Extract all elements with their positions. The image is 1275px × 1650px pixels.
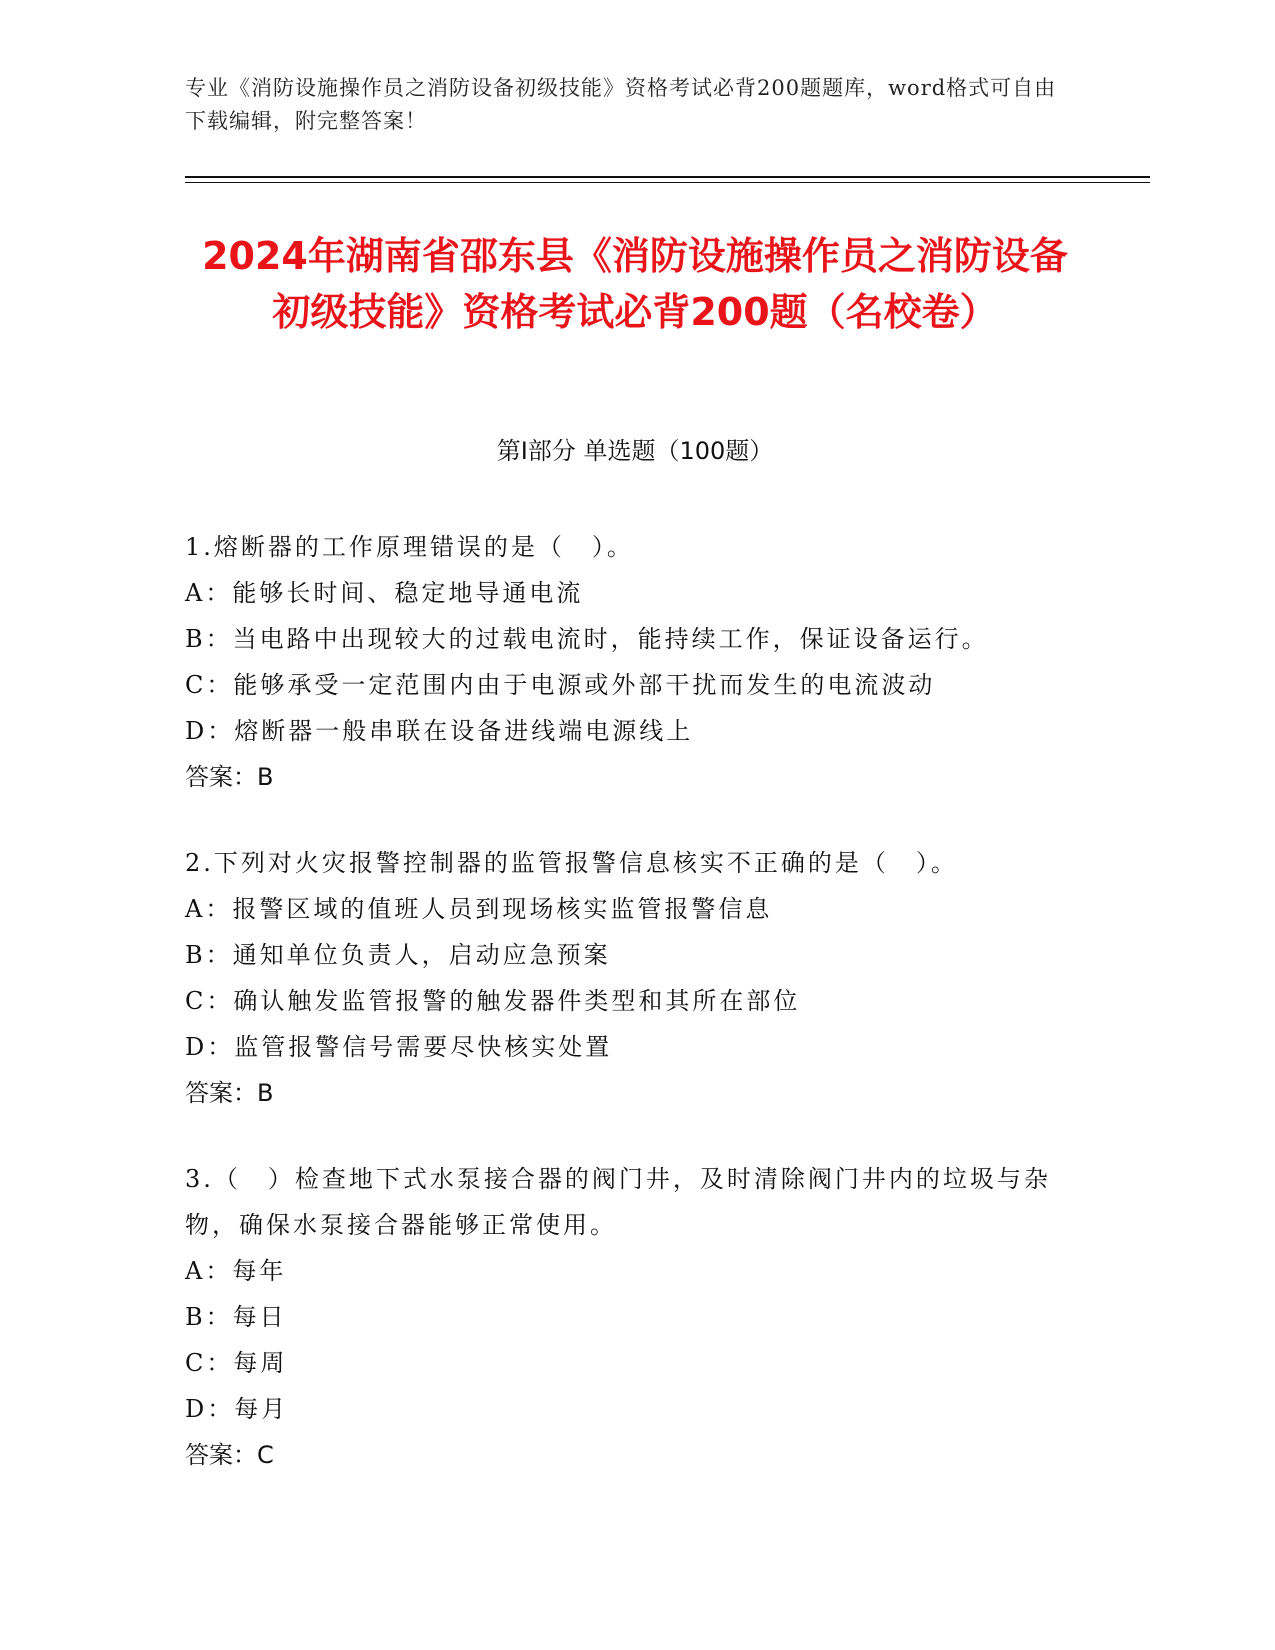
question-stem: 1.熔断器的工作原理错误的是（ ）。	[185, 533, 634, 561]
header-rule-thick	[185, 176, 1150, 178]
header-note: 专业《消防设施操作员之消防设备初级技能》资格考试必背200题题库，word格式可自由下载编辑，附完整答案！	[185, 76, 1057, 133]
option-a: A：每年	[185, 1257, 287, 1285]
header-rule-thin	[185, 182, 1150, 183]
question-stem: 3.（ ）检查地下式水泵接合器的阀门井，及时清除阀门井内的垃圾与杂物，确保水泵接合器能够正常使用。	[185, 1165, 1051, 1239]
option-a: A：能够长时间、稳定地导通电流	[185, 579, 584, 607]
question-1	[185, 524, 1085, 800]
option-b: B：通知单位负责人，启动应急预案	[185, 941, 611, 969]
question-stem: 2.下列对火灾报警控制器的监管报警信息核实不正确的是（ ）。	[185, 849, 958, 877]
section-heading: 第I部分 单选题（100题）	[496, 437, 774, 465]
answer: 答案：B	[185, 763, 274, 791]
document-title: 2024年湖南省邵东县《消防设施操作员之消防设备初级技能》资格考试必背200题（名校卷）	[202, 234, 1068, 334]
option-a: A：报警区域的值班人员到现场核实监管报警信息	[185, 895, 773, 923]
answer: 答案：B	[185, 1079, 274, 1107]
answer: 答案：C	[185, 1441, 274, 1469]
option-d: D：每月	[185, 1395, 289, 1423]
question-2	[185, 840, 1085, 1116]
option-d: D：监管报警信号需要尽快核实处置	[185, 1033, 613, 1061]
option-b: B：每日	[185, 1303, 287, 1331]
option-c: C：每周	[185, 1349, 288, 1377]
question-3	[185, 1156, 1085, 1478]
option-c: C：能够承受一定范围内由于电源或外部干扰而发生的电流波动	[185, 671, 936, 699]
option-b: B：当电路中出现较大的过载电流时，能持续工作，保证设备运行。	[185, 625, 989, 653]
option-d: D：熔断器一般串联在设备进线端电源线上	[185, 717, 694, 745]
question-list	[185, 524, 1085, 1518]
option-c: C：确认触发监管报警的触发器件类型和其所在部位	[185, 987, 801, 1015]
